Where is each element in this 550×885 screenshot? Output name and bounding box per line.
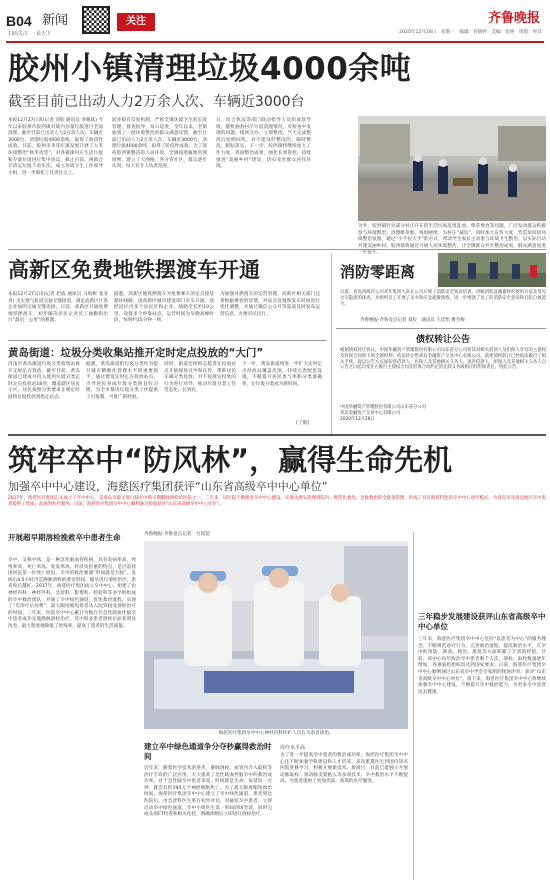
ad-2-text: 根据债权转让协议，中国华融资产管理股份有限公司山东省分公司将其对相关借款人及担保人享有的主债权及担保合同项下的全部权利，依法转让给青岛金融资产交易中心有限公司。前述债权转让已经依法履行了相关手续，现以公告方式通知各借款人、担保人及其他相关义务人。请各借款人、担保人及其他相关义务人自公告之日起向受让方履行主债权合同及担保合同约定的还款义务或相应的担保责任。特此公告。 [340,348,546,371]
header-rule [6,41,544,43]
article-3-col-1: 济南市黄岛街道垃圾分类收集站推开定时定点投放，截至目前，黄岛街道已建成并投入使用垃圾分类定时定点投放站18处，覆盖辖区居民小区，居民按照分类要求在规定时间将垃圾投放到指定站点。 [8,362,80,400]
article-1-title: 胶州小镇清理垃圾4000余吨 [8,51,412,87]
date-line: 2020年12月28日 星期一 编辑：管晓婷 美编：张艳 组版：侯其 [399,30,542,35]
article-3-title: 黄岛街道：垃圾分类收集站推开定时定点投放的“大门” [8,347,264,359]
qr-code-icon [82,6,110,34]
article-4-subtitle: 加强卒中中心建设，海慈医疗集团获评“山东省高级卒中中心单位” [8,480,328,493]
ad-1-text: 日前，青岛西海岸公司青年集团大队在公司开展了消防安全知识培训，讲解消防设施器材的使用方法及常见火灾隐患的排查，并组织员工开展了灭火和应急疏散演练，进一步增强了员工的消防安全意识和自防自救能力。 [340,290,546,307]
article-3-col-2: 据悉，黄岛街道把垃圾分类作为提升城市精细化管理水平的重要抓手，通过建设定时定点投放站点，引导居民养成垃圾分类的良好习惯，为全市推进垃圾分类工作提供了可复制、可推广的经验。 [86,362,158,400]
photo-caption: 海慈医疗集团卒中中心神经内科医护人员在为患者诊治。 [218,731,334,736]
right-column-divider [331,254,332,434]
article-4-title: 筑牢卒中“防风林”，赢得生命先机 [8,443,453,477]
divider-1 [8,249,546,250]
ad-2-sign-1: 中国华融资产管理股份有限公司山东省分公司 [340,405,426,410]
article-3-col-3: 同时，街道还组织志愿者在投放站点开展现场引导和宣传，帮助居民正确分类投放，对不按规定投放的行为进行劝导，推动垃圾分类工作常态化、长效化。 [164,362,236,394]
article-1-col-1: 本报12月27日讯(记者 刘胶 通讯员 李晴斌) 今年以来胶州市胶西镇对境内存量垃圾进行全面清理，截至目前已出动人力2万余人次、车辆近3000台，清理垃圾4000余吨，取得了阶段性成效。日前，胶州市李哥庄镇发展开展了入冬环境整治“秋冬攻坚”，对各镇街村庄生活垃圾和存量垃圾进行集中清运，截止目前，两镇合计清运垃圾千余车次，成立环境卫生工作领导小组，进一步细化工作责任分工。 [8,118,103,176]
ad-2-title: 债权转让公告 [415,335,470,345]
article-4-right-divider [413,532,414,880]
ad-1-credit: 齐鲁晚报·齐鲁壹点记者 刘胶 通讯员 王佳怡 曹雪梅 [360,318,465,323]
article-3-author: (丁鹤) [296,421,310,426]
newspaper-logo: 齐鲁晚报 [487,11,540,26]
article-1-col-4: 另外，胶西镇针对部分村庄存在的生活垃圾乱堆乱放、柴草堆放等问题，广泛发动群众积极参与环境整治，清理柴草堆、残垣断壁，为村庄“减负”，同时加大宣传力度，营造浓厚的环境整治氛围，通过“小手拉大手”的方式，带动学生家长主动参与环境卫生整治，以实际行动共建美丽乡村。胶西镇将通过开展人居环境整治，让全镇群众共享整治成果，群众满意度进一步提升。 [358,224,546,256]
section-3-title: 诊疗水平高 [280,745,306,751]
page-header [0,0,550,42]
section-3-text: 为了进一步提高卒中患者的救治成功率，海慈医疗集团卒中中心还不断加强学科建设和人才培养，多次派遣医生到国内知名医院进修学习，积极开展新技术、新项目，目前已能独立开展动脉取栓、颈动脉支架植入等多项技术，卒中救治水平不断提高，为患者提供了更加优质、高效的医疗服务。 [280,753,408,785]
article-2-title: 高新区免费地铁摆渡车开通 [8,258,260,282]
article-2-col-2: 据悉，高新区地铁摆渡车为免费乘车的定点接驳循环线路，由高新区城市建设部门牵头开通，途经园区内多个居民区和企业，线路全长约10公里，设置多个停靠站点，运营时间为早晚高峰时段，每班约15分钟一班。 [114,292,214,324]
photo-credit: 齐鲁晚报·齐鲁壹点记者 台霄超 [144,532,210,537]
follow-badge[interactable] [117,13,155,31]
article-1-photo-scene [358,116,546,221]
ad-2-date: 2020年12月28日 [340,417,375,422]
article-4-lead: 2017年，海慈医疗集团正式成立了卒中中心，是青岛市最早进行脑卒中筛早期静脉溶栓的医院之一，三年来，该医院不断推进卒中中心建设，实现从源头管理到院内、规范化救治、急救救治的全链条管理，形成了具有海慈特色的卒中中心诊疗模式，为青岛市及周边地区卒中患者提供了优质、高效的医疗服务。日前，海慈医疗集团卒中中心顺利通过验收获评“山东省高级卒中中心单位”。 [8,496,546,508]
article-1-col-3: 日，综合执法等部门联动指导人员组成督导组，随机抽查村庄垃圾清理情况，对检查中发现的问题，现场交办、立即整改，当天完成整改后拍照回传，对不能及时整改的，限时整改，跟踪落实。下一步，胶西镇将继续加大工作力度，巩固整治成果，强化长效管控，持续推进“美丽乡村”建设，切实改善群众居住环境。 [216,118,311,170]
article-2-col-3: 为加强对摆渡车的运营管理，高新区相关部门还将根据乘客的反馈，对站点设置和发车时间进行优化调整，并通过微信公众号等渠道及时发布运营信息，方便市民出行。 [220,292,320,317]
section-2-title: 建立卒中绿色通道争分夺秒赢得救治时间 [144,742,272,761]
section-4-title: 三年稳步发展建设获评山东省高级卒中中心单位 [418,612,546,631]
divider-4 [8,434,546,436]
ad-1-photo [438,253,546,287]
section-4-text: 三年来，海慈医疗集团卒中中心坚持“以患者为中心”的服务理念，不断规范诊疗行为，完善救治流程，提高救治水平，在卒中的预防、筛查、救治、康复等方面积累了丰富的经验。目前，该中心每年收治卒中患者数千人次，溶栓、取栓数量逐年增加，各项质控指标均达到国家要求。日前，海慈医疗集团卒中中心顺利通过山东省卒中学会专家组的现场评审，获评“山东省高级卒中中心单位”。接下来，海慈医疗集团卒中中心将继续加强卒中中心建设，不断提升卒中救治能力，为更多卒中患者送去健康。 [418,637,546,695]
section-1-title: 开展超早期溶栓挽救卒中患者生命 [8,533,121,542]
section-1-text: 卒中，又称中风，是一种急性脑血管疾病，具有发病率高、致残率高、死亡率高、复发率高、经济负担重的特点，是目前我国居民第一位死亡原因。卒中的救治强调“时间就是大脑”，发病后4.5小时内是静脉溶栓的黄金时间，越早进行溶栓治疗，患者预后越好。2017年，海慈医疗集团成立卒中中心，组建了由神经内科、神经外科、急诊科、影像科、检验科等多学科组成的卒中救治团队，开通了卒中绿色通道，优化救治流程，实现了“先诊疗后付费”，最大限度缩短患者从入院到接受溶栓治疗的时间。三年来，医院卒中中心累计为数百名急性缺血性脑卒中患者成功实施静脉溶栓治疗，其中很多患者溶栓后症状明显改善，最大程度地降低了致残率，提高了患者的生活质量。 [8,558,136,629]
article-2-col-1: 本报12月27日讯(记者 赵波 通讯员 马海彬 张亚青) 为实现与轨道交通无缝接驳，满足高新区区各企业间的交通无缝连接，日前，高新区开通免费地铁摆渡车，初步解决居民企业员工通勤和出行“最后一公里”的难题。 [8,292,108,324]
section-sub-2: 看天下 [36,31,52,37]
divider-3 [336,328,546,329]
article-1-subtitle: 截至目前已出动人力2万余人次、车辆近3000台 [8,94,305,110]
section-2-text: 近年来，随着医学技术的进步，静脉溶栓、血管内介入取栓等治疗手段的广泛应用，大大提高了急性缺血性脑卒中的救治成功率。对于急性脑卒中患者来说，时间就是生命，每延误一分钟，就会有约190万个神经细胞死亡。为了最大限度缩短救治时间，海慈医疗集团卒中中心建立了卒中绿色通道，患者到达医院后，由急诊科医生进行初步评估，对疑似卒中患者，立即启动卒中绿色通道，卒中小组医生第一时间到场会诊，同时完成头颅CT检查和相关化验，明确诊断后立即进行溶栓治疗。 [144,766,272,818]
follow-label: 关注 [126,16,146,27]
article-1-photo [358,116,546,221]
article-4-photo [144,541,408,729]
article-1-col-2: 较多稳有反复机制，严抓全镇环境卫生的长效管理，督查指导，每日巡查，全年以来，全镇收到了一批环境整治的群众满意反馈，截至目前已出动人力2万余人次、车辆近3000台，清理垃圾4000余吨，取得了阶段性成效。为了保持胶西镇整洁的人居环境，全镇按照属地管理原则，建立了大网格，各分管社区，群众逐步认同，每天有专人负责巡查。 [112,118,207,170]
section-sub-1: 扫码关注 [8,31,29,37]
page-number: B04 [6,13,32,29]
divider-2 [8,340,326,341]
ad-2-sign-2: 青岛金融资产交易中心有限公司 [340,411,401,416]
ad-1-title: 消防零距离 [340,263,416,281]
article-3-col-4: 下一步，黄岛街道将进一步扩大定时定点投放站覆盖范围，持续完善配套设施，不断提升居民参与率和分类准确率，让垃圾分类成为新时尚。 [242,362,322,387]
section-name: 新闻 [42,13,69,28]
